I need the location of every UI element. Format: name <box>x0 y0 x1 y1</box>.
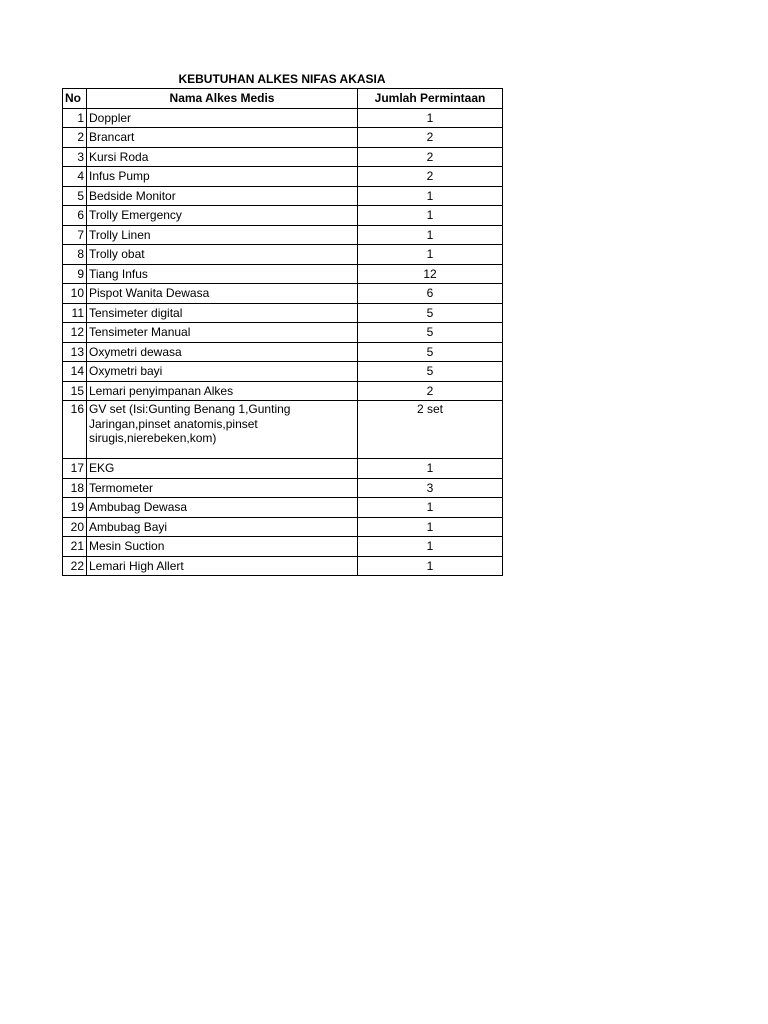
row-quantity: 5 <box>358 303 503 323</box>
row-number: 21 <box>63 537 87 557</box>
row-number: 4 <box>63 167 87 187</box>
row-item-name: Mesin Suction <box>87 537 358 557</box>
row-quantity: 12 <box>358 264 503 284</box>
row-number: 1 <box>63 108 87 128</box>
row-item-name: Ambubag Bayi <box>87 517 358 537</box>
row-number: 19 <box>63 498 87 518</box>
table-row <box>63 167 503 187</box>
row-number: 6 <box>63 206 87 226</box>
equipment-table <box>62 88 503 576</box>
row-quantity: 5 <box>358 342 503 362</box>
table-row <box>63 128 503 148</box>
table-row <box>63 537 503 557</box>
table-row <box>63 108 503 128</box>
row-item-name: Bedside Monitor <box>87 186 358 206</box>
row-quantity: 1 <box>358 225 503 245</box>
table-row <box>63 186 503 206</box>
row-item-name: Doppler <box>87 108 358 128</box>
row-item-name: Oxymetri bayi <box>87 362 358 382</box>
row-item-name: EKG <box>87 459 358 479</box>
table-row <box>63 556 503 576</box>
row-item-name: Lemari High Allert <box>87 556 358 576</box>
row-number: 16 <box>63 401 87 459</box>
row-number: 10 <box>63 284 87 304</box>
row-number: 8 <box>63 245 87 265</box>
row-quantity: 1 <box>358 537 503 557</box>
row-item-name: Trolly Emergency <box>87 206 358 226</box>
row-number: 11 <box>63 303 87 323</box>
row-quantity: 1 <box>358 245 503 265</box>
row-item-name: Brancart <box>87 128 358 148</box>
row-quantity: 5 <box>358 362 503 382</box>
header-no: No <box>63 89 87 109</box>
row-quantity: 2 set <box>358 401 503 459</box>
row-quantity: 1 <box>358 186 503 206</box>
row-item-name: Trolly Linen <box>87 225 358 245</box>
table-row <box>63 264 503 284</box>
table-body <box>63 108 503 576</box>
row-item-name: Infus Pump <box>87 167 358 187</box>
row-quantity: 1 <box>358 498 503 518</box>
row-quantity: 2 <box>358 128 503 148</box>
row-item-name: Oxymetri dewasa <box>87 342 358 362</box>
row-item-name: Lemari penyimpanan Alkes <box>87 381 358 401</box>
row-item-name: Tensimeter digital <box>87 303 358 323</box>
row-item-name: GV set (Isi:Gunting Benang 1,Gunting Jaringan,pinset anatomis,pinset sirugis,nierebeken,kom) <box>87 401 358 459</box>
row-number: 5 <box>63 186 87 206</box>
row-item-name: Ambubag Dewasa <box>87 498 358 518</box>
table-row <box>63 498 503 518</box>
row-number: 22 <box>63 556 87 576</box>
table-row <box>63 225 503 245</box>
row-item-name: Termometer <box>87 478 358 498</box>
row-number: 3 <box>63 147 87 167</box>
row-number: 13 <box>63 342 87 362</box>
row-number: 9 <box>63 264 87 284</box>
row-number: 17 <box>63 459 87 479</box>
row-quantity: 1 <box>358 517 503 537</box>
page-title: KEBUTUHAN ALKES NIFAS AKASIA <box>178 72 386 86</box>
row-quantity: 5 <box>358 323 503 343</box>
row-quantity: 1 <box>358 108 503 128</box>
table-row <box>63 401 503 459</box>
row-quantity: 3 <box>358 478 503 498</box>
table-row <box>63 362 503 382</box>
row-quantity: 6 <box>358 284 503 304</box>
row-number: 7 <box>63 225 87 245</box>
table-row <box>63 517 503 537</box>
row-quantity: 2 <box>358 381 503 401</box>
row-quantity: 2 <box>358 147 503 167</box>
table-row <box>63 206 503 226</box>
table-row <box>63 284 503 304</box>
row-quantity: 2 <box>358 167 503 187</box>
row-number: 20 <box>63 517 87 537</box>
header-qty: Jumlah Permintaan <box>358 89 503 109</box>
header-name: Nama Alkes Medis <box>87 89 358 109</box>
row-quantity: 1 <box>358 459 503 479</box>
row-item-name: Tensimeter Manual <box>87 323 358 343</box>
table-header-row <box>63 89 503 109</box>
table-row <box>63 342 503 362</box>
row-item-name: Pispot Wanita Dewasa <box>87 284 358 304</box>
table-row <box>63 147 503 167</box>
row-number: 18 <box>63 478 87 498</box>
row-number: 2 <box>63 128 87 148</box>
row-number: 12 <box>63 323 87 343</box>
table-row <box>63 303 503 323</box>
table-row <box>63 478 503 498</box>
row-item-name: Trolly obat <box>87 245 358 265</box>
row-item-name: Tiang Infus <box>87 264 358 284</box>
row-item-name: Kursi Roda <box>87 147 358 167</box>
row-number: 15 <box>63 381 87 401</box>
table-row <box>63 245 503 265</box>
row-quantity: 1 <box>358 556 503 576</box>
row-number: 14 <box>63 362 87 382</box>
row-quantity: 1 <box>358 206 503 226</box>
table-row <box>63 459 503 479</box>
table-row <box>63 381 503 401</box>
table-row <box>63 323 503 343</box>
